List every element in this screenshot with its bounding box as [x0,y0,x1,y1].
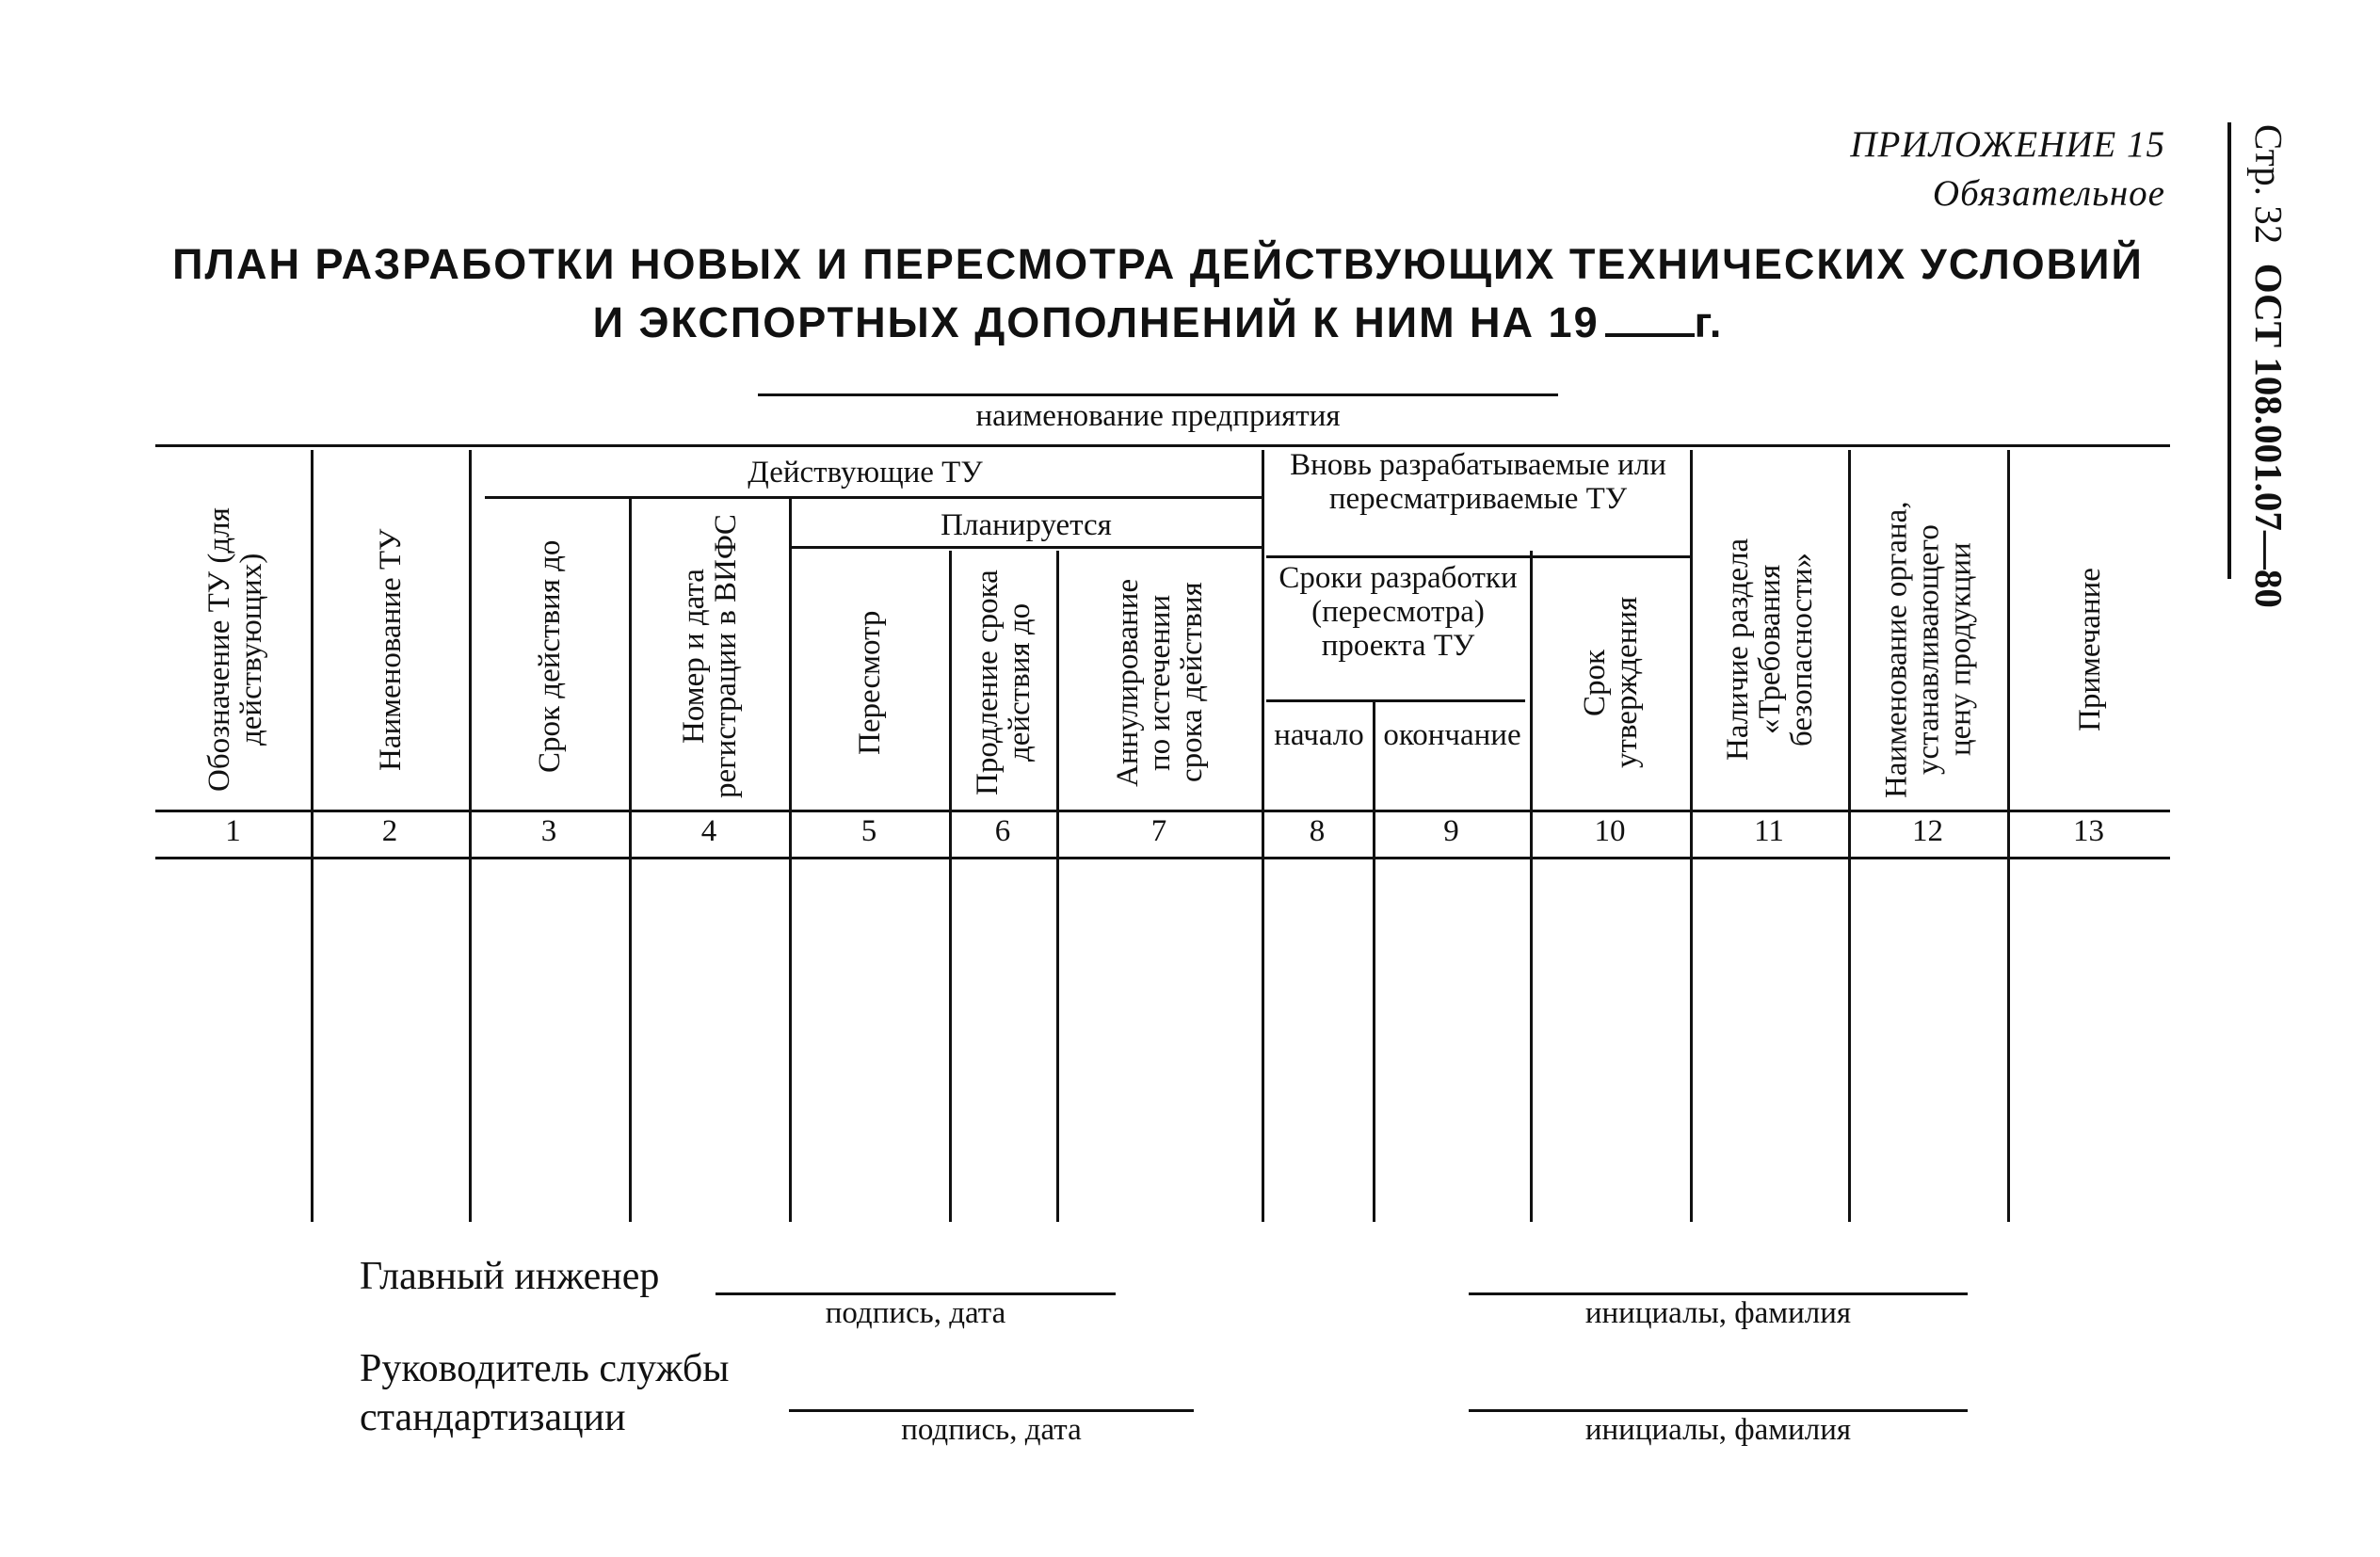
col-divider [1056,551,1059,1222]
col-divider [629,499,632,1222]
standardization-signature-caption: подпись, дата [901,1413,1082,1447]
side-margin-text [2245,124,2292,608]
col-header-11: Наличие раздела «Требования безопасности» [1721,538,1819,762]
title-line-2 [132,294,2184,352]
rule-under-planned [791,546,1262,549]
col-divider [949,551,952,1222]
col-number: 6 [994,814,1011,848]
title-line-2-suffix: г. [1694,298,1724,346]
col-header-10: Срок утверждения [1578,596,1644,769]
side-page-number: Стр. 32 [2247,124,2291,245]
col-divider [789,499,792,1222]
chief-engineer-label: Главный инженер [360,1255,660,1298]
col-header-9: окончание [1383,718,1521,752]
chief-engineer-signature-caption: подпись, дата [825,1296,1006,1330]
chief-engineer-name-caption: инициалы, фамилия [1584,1296,1852,1330]
rule-under-new-tu [1266,555,1690,558]
col-header-6: Продление срока действия до [971,570,1037,795]
col-header-2: Наименование ТУ [374,528,408,771]
col-header-12: Наименование органа, устанавливающего цену продукции [1879,501,1978,798]
col-number: 3 [540,814,557,848]
appendix-header [1850,120,2165,218]
side-divider [2227,122,2231,579]
table-top-border [155,444,2170,447]
col-number: 10 [1594,814,1626,848]
col-number: 1 [225,814,241,848]
col-number: 12 [1912,814,1943,848]
title-line-1: ПЛАН РАЗРАБОТКИ НОВЫХ И ПЕРЕСМОТРА ДЕЙСТВУЮЩИХ ТЕХНИЧЕСКИХ УСЛОВИЙ [172,240,2144,288]
side-standard-code: ОСТ 108.001.07—80 [2247,263,2291,608]
col-header-13: Примечание [2073,568,2107,731]
year-blank [1605,305,1695,337]
col-number: 7 [1150,814,1167,848]
rule-below-numbers [155,857,2170,859]
standardization-head-label [360,1344,730,1442]
col-header-1: Обозначение ТУ (для действующих) [202,507,268,792]
col-header-5: Пересмотр [853,610,887,755]
col-number: 4 [700,814,717,848]
col-number: 9 [1443,814,1459,848]
col-header-3: Срок действия до [533,539,567,774]
appendix-number: ПРИЛОЖЕНИЕ 15 [1850,124,2165,165]
col-number: 5 [860,814,877,848]
col-number: 2 [381,814,398,848]
rule-under-current-tu [485,496,1262,499]
page-title [132,235,2184,352]
col-number: 13 [2073,814,2104,848]
col-number: 8 [1309,814,1326,848]
col-divider [1373,701,1375,1222]
group-planned: Планируется [941,508,1112,542]
col-number: 11 [1754,814,1784,848]
col-header-4: Номер и дата регистрации в ВИФС [677,514,743,799]
standardization-head-line-1: Руководитель службы [360,1347,730,1390]
standardization-name-caption: инициалы, фамилия [1584,1413,1852,1447]
group-current-tu: Действующие ТУ [748,456,983,490]
appendix-status: Обязательное [1932,173,2165,214]
rule-under-dev-terms [1266,699,1525,702]
group-dev-terms: Сроки разработки (пересмотра) проекта ТУ [1278,561,1518,663]
col-divider [1530,551,1533,1222]
col-header-7: Аннулирование по истечении срока действия [1111,578,1209,787]
standardization-head-line-2: стандартизации [360,1396,626,1439]
enterprise-name-caption: наименование предприятия [975,399,1341,433]
title-line-2-text: И ЭКСПОРТНЫХ ДОПОЛНЕНИЙ К НИМ НА 19 [592,298,1600,346]
group-new-tu: Вновь разрабатываемые или пересматриваемые ТУ [1290,448,1666,516]
col-header-8: начало [1274,718,1364,752]
